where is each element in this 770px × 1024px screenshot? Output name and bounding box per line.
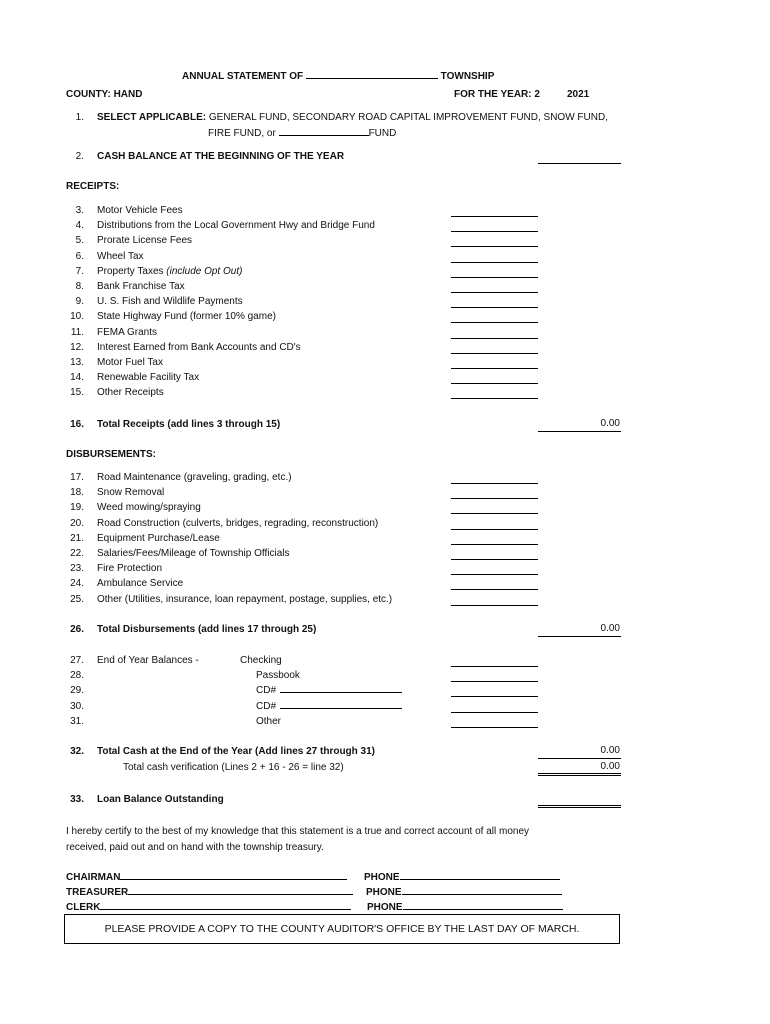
cash-verification-double-line [538,773,621,776]
item-number: 33. [70,794,84,805]
line-item-label [256,716,281,727]
line-item-label [97,533,220,544]
line-item-text: Interest Earned from Bank Accounts and CD's [97,341,301,353]
item-number: 31. [70,715,84,727]
chairman-phone-field[interactable] [400,879,560,880]
line-item-label [97,220,375,231]
auditor-notice-text: PLEASE PROVIDE A COPY TO THE COUNTY AUDITOR'S OFFICE BY THE LAST DAY OF MARCH. [104,923,580,935]
phone-label: PHONE [364,872,400,883]
item-number: 25. [70,593,84,605]
cash-verification-value: 0.00 [600,761,620,772]
chairman-label: CHAIRMAN [66,872,121,883]
select-applicable-label: SELECT APPLICABLE: [97,112,207,123]
certification-line1: I hereby certify to the best of my knowledge that this statement is a true and correct account of all money [66,826,530,837]
line-item-text: Wheel Tax [97,250,144,262]
amount-field[interactable] [451,307,538,308]
item-number: 4. [75,220,84,232]
chairman-field[interactable] [120,879,347,880]
item-number: 20. [70,517,84,529]
cd-number-field[interactable] [280,692,402,693]
amount-field[interactable] [451,277,538,278]
line-item-label [97,327,157,338]
item-number: 19. [70,502,84,514]
item-number: 10. [70,311,84,323]
receipts-heading: RECEIPTS: [66,181,120,192]
line-item-label [97,281,185,292]
end-of-year-balances-label: End of Year Balances - [97,655,199,666]
amount-field[interactable] [451,605,538,606]
clerk-phone-field[interactable] [403,909,563,910]
line-item-label [97,502,201,513]
amount-field[interactable] [451,231,538,232]
beginning-balance-field[interactable] [538,163,621,164]
amount-field[interactable] [451,383,538,384]
title-left: ANNUAL STATEMENT OF [182,71,304,82]
item-number: 16. [70,419,84,430]
treasurer-signature [66,887,353,898]
line-item-text: Bank Franchise Tax [97,281,185,292]
item-number: 27. [70,655,84,666]
amount-field[interactable] [451,398,538,399]
line-item-label [240,655,282,666]
item-number: 1. [75,112,84,123]
loan-balance-label: Loan Balance Outstanding [97,794,224,805]
amount-field[interactable] [451,353,538,354]
line-item-text: Weed mowing/spraying [97,502,201,514]
line-item-label [97,205,183,216]
amount-field[interactable] [451,696,538,697]
line-item-label [97,578,183,589]
amount-field[interactable] [451,727,538,728]
item-number: 17. [70,472,84,483]
total-disbursements-line [538,636,621,637]
phone-label: PHONE [367,902,403,913]
line-item-text: Salaries/Fees/Mileage of Township Officials [97,548,290,559]
year-label: FOR THE YEAR: 2 [454,89,540,100]
fund-options-suffix: FUND [368,128,397,139]
clerk-phone [367,902,563,913]
total-receipts-value: 0.00 [600,418,620,429]
line-item-label [97,296,243,307]
line-item-text: Renewable Facility Tax [97,372,200,384]
title-right: TOWNSHIP [440,71,495,82]
amount-field[interactable] [451,513,538,514]
clerk-label: CLERK [66,902,101,913]
amount-field[interactable] [451,368,538,369]
item-number: 8. [75,281,84,292]
line-item-label [97,518,378,529]
other-fund-field[interactable] [279,135,369,136]
clerk-signature [66,902,351,913]
item-number: 7. [75,265,84,277]
line-item-text: Fire Protection [97,563,163,575]
line-item-text: Equipment Purchase/Lease [97,532,220,544]
county-label: COUNTY: HAND [66,89,143,100]
fund-options-line2 [208,128,396,139]
item-number: 14. [70,372,84,384]
item-number: 5. [75,235,84,247]
amount-field[interactable] [451,589,538,590]
item-number: 15. [70,387,84,399]
year-value: 2021 [567,89,590,100]
item-number: 6. [75,250,84,262]
amount-field[interactable] [451,559,538,560]
line-item-label [97,372,199,383]
line-item-label [256,685,402,696]
line-item-text: Other [256,715,282,727]
line-item-text: Checking [240,655,282,666]
amount-field[interactable] [451,216,538,217]
line-item-text: State Highway Fund (former 10% game) [97,311,276,323]
line-item-text: U. S. Fish and Wildlife Payments [97,296,243,308]
amount-field[interactable] [451,498,538,499]
item-number: 30. [70,700,84,712]
amount-field[interactable] [451,483,538,484]
total-cash-end-label: Total Cash at the End of the Year (Add lines 27 through 31) [97,746,376,757]
item-number: 2. [75,151,84,162]
line-item-label [97,594,392,605]
line-item-label [97,235,192,246]
total-cash-end-value: 0.00 [600,745,620,756]
line-item-text: Motor Fuel Tax [97,357,163,368]
item-number: 32. [70,746,84,757]
line-item-text: Ambulance Service [97,578,184,590]
item-number: 21. [70,532,84,544]
amount-field[interactable] [451,338,538,339]
treasurer-label: TREASURER [66,887,129,898]
line-item-label [97,487,164,498]
line-item-label [256,670,300,681]
item-number: 3. [75,205,84,216]
line-item-text: Passbook [256,670,300,682]
line-item-label [256,701,402,712]
line-item-label [97,387,164,398]
clerk-field[interactable] [100,909,351,910]
cash-verification-label: Total cash verification (Lines 2 + 16 - 26 = line 32) [123,762,344,773]
cd-number-field[interactable] [280,708,402,709]
amount-field[interactable] [451,246,538,247]
line-item-text: Road Maintenance (graveling, grading, etc.) [97,472,292,483]
loan-balance-field[interactable] [538,805,621,808]
treasurer-phone [366,887,562,898]
treasurer-field[interactable] [128,894,353,895]
line-item-text: CD# [256,685,277,697]
amount-field[interactable] [451,544,538,545]
total-disbursements-label: Total Disbursements (add lines 17 through 25) [97,624,317,635]
amount-field[interactable] [451,712,538,713]
line-item-text: Other Receipts [97,387,164,399]
line-item-text: Motor Vehicle Fees [97,205,183,216]
line-item-note: (include Opt Out) [166,265,243,277]
line-item-label [97,563,162,574]
line-item-text: Property Taxes [97,265,164,277]
line-item-label [97,311,276,322]
line-item-text: CD# [256,700,277,712]
phone-label: PHONE [366,887,402,898]
item-number: 9. [75,296,84,308]
beginning-balance-label: CASH BALANCE AT THE BEGINNING OF THE YEAR [97,151,345,162]
line-item-label [97,357,163,368]
item-number: 23. [70,563,84,575]
line-item-label [97,266,242,277]
line-item-label [97,342,301,353]
total-receipts-label: Total Receipts (add lines 3 through 15) [97,419,281,430]
item-number: 29. [70,685,84,697]
amount-field[interactable] [451,681,538,682]
item-number: 12. [70,341,84,353]
total-cash-end-line [538,758,621,759]
amount-field[interactable] [451,292,538,293]
line-item-text: Snow Removal [97,487,165,499]
line-item-label [97,251,144,262]
chairman-signature [66,872,347,883]
line-item-text: Road Construction (culverts, bridges, regrading, reconstruction) [97,517,379,529]
line-item-label [97,548,290,559]
treasurer-phone-field[interactable] [402,894,562,895]
total-disbursements-value: 0.00 [600,623,620,634]
amount-field[interactable] [451,666,538,667]
certification-line2: received, paid out and on hand with the township treasury. [66,842,324,853]
line-item-text: Distributions from the Local Government Hwy and Bridge Fund [97,220,375,232]
fund-options-prefix: FIRE FUND, or [208,128,276,139]
line-item-text: FEMA Grants [97,326,158,338]
fund-options: GENERAL FUND, SECONDARY ROAD CAPITAL IMPROVEMENT FUND, SNOW FUND, [208,112,608,123]
item-number: 18. [70,487,84,499]
item-number: 28. [70,670,84,682]
auditor-notice [64,914,620,944]
item-number: 11. [70,326,84,338]
total-receipts-line [538,431,621,432]
chairman-phone [364,872,560,883]
line-item-text: Other (Utilities, insurance, loan repayment, postage, supplies, etc.) [97,593,393,605]
amount-field[interactable] [451,322,538,323]
amount-field[interactable] [451,529,538,530]
item-number: 26. [70,624,84,635]
line-item-label [97,472,292,483]
item-number: 24. [70,578,84,590]
line-item-text: Prorate License Fees [97,235,193,247]
item-number: 13. [70,357,84,368]
amount-field[interactable] [451,262,538,263]
disbursements-heading: DISBURSEMENTS: [66,449,157,460]
item-number: 22. [70,548,84,559]
page-title [182,71,494,82]
select-applicable [97,112,608,123]
township-name-field[interactable] [306,78,438,79]
amount-field[interactable] [451,574,538,575]
